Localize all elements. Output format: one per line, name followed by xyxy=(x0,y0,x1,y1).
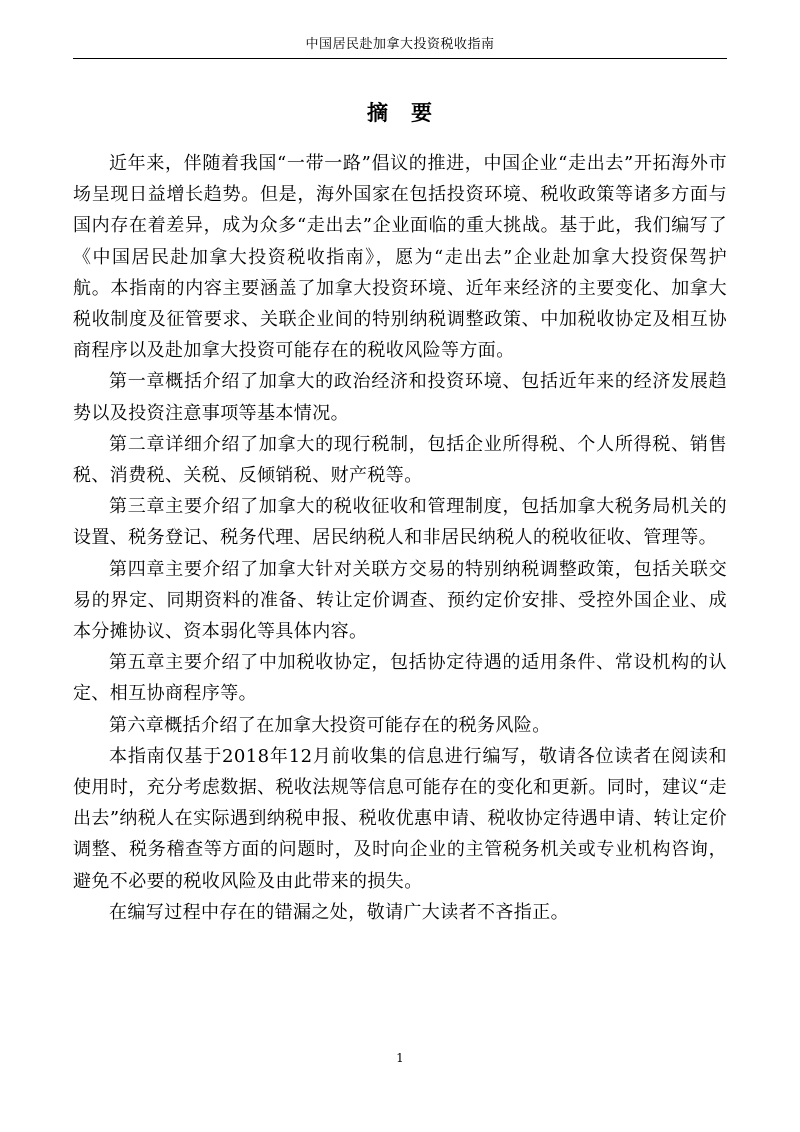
paragraph-chapter-2: 第二章详细介绍了加拿大的现行税制，包括企业所得税、个人所得税、销售税、消费税、关税、反倾销税、财产税等。 xyxy=(73,433,727,487)
section-title: 摘 要 xyxy=(367,100,433,125)
paragraph-chapter-3: 第三章主要介绍了加拿大的税收征收和管理制度，包括加拿大税务局机关的设置、税务登记、税务代理、居民纳税人和非居民纳税人的税收征收、管理等。 xyxy=(73,496,727,549)
paragraph-intro: 近年来，伴随着我国“一带一路”倡议的推进，中国企业“走出去”开拓海外市场呈现日益增长趋势。但是，海外国家在包括投资环境、税收政策等诸多方面与国内存在着差异，成为众多“走出去”企业面临的重大挑战。基于此，我们编写了《中国居民赴加拿大投资税收指南》，愿为“走出去”企业赴加拿大投资保驾护航。本指南的内容主要涵盖了加拿大投资环境、近年来经济的主要变化、加拿大税收制度及征管要求、关联企业间的特别纳税调整政策、中加税收协定及相互协商程序以及赴加拿大投资可能存在的税收风险等方面。 xyxy=(73,153,727,362)
paragraph-closing: 在编写过程中存在的错漏之处，敬请广大读者不吝指正。 xyxy=(109,901,569,923)
page-number: 1 xyxy=(396,1051,404,1065)
header-divider xyxy=(73,58,727,59)
paragraph-chapter-4: 第四章主要介绍了加拿大针对关联方交易的特别纳税调整政策，包括关联交易的界定、同期资料的准备、转让定价调查、预约定价安排、受控外国企业、成本分摊协议、资本弱化等具体内容。 xyxy=(73,558,727,643)
paragraph-chapter-1: 第一章概括介绍了加拿大的政治经济和投资环境、包括近年来的经济发展趋势以及投资注意事项等基本情况。 xyxy=(73,371,727,424)
abstract-body xyxy=(73,148,727,928)
paragraph-chapter-6: 第六章概括介绍了在加拿大投资可能存在的税务风险。 xyxy=(109,714,551,736)
running-header: 中国居民赴加拿大投资税收指南 xyxy=(305,37,495,52)
paragraph-chapter-5: 第五章主要介绍了中加税收协定，包括协定待遇的适用条件、常设机构的认定、相互协商程序等。 xyxy=(73,652,727,705)
paragraph-disclaimer: 本指南仅基于2018年12月前收集的信息进行编写，敬请各位读者在阅读和使用时，充分考虑数据、税收法规等信息可能存在的变化和更新。同时，建议“走出去”纳税人在实际遇到纳税申报、税收优惠申请、税收协定待遇申请、转让定价调整、税务稽查等方面的问题时，及时向企业的主管税务机关或专业机构咨询，避免不必要的税收风险及由此带来的损失。 xyxy=(73,745,727,892)
